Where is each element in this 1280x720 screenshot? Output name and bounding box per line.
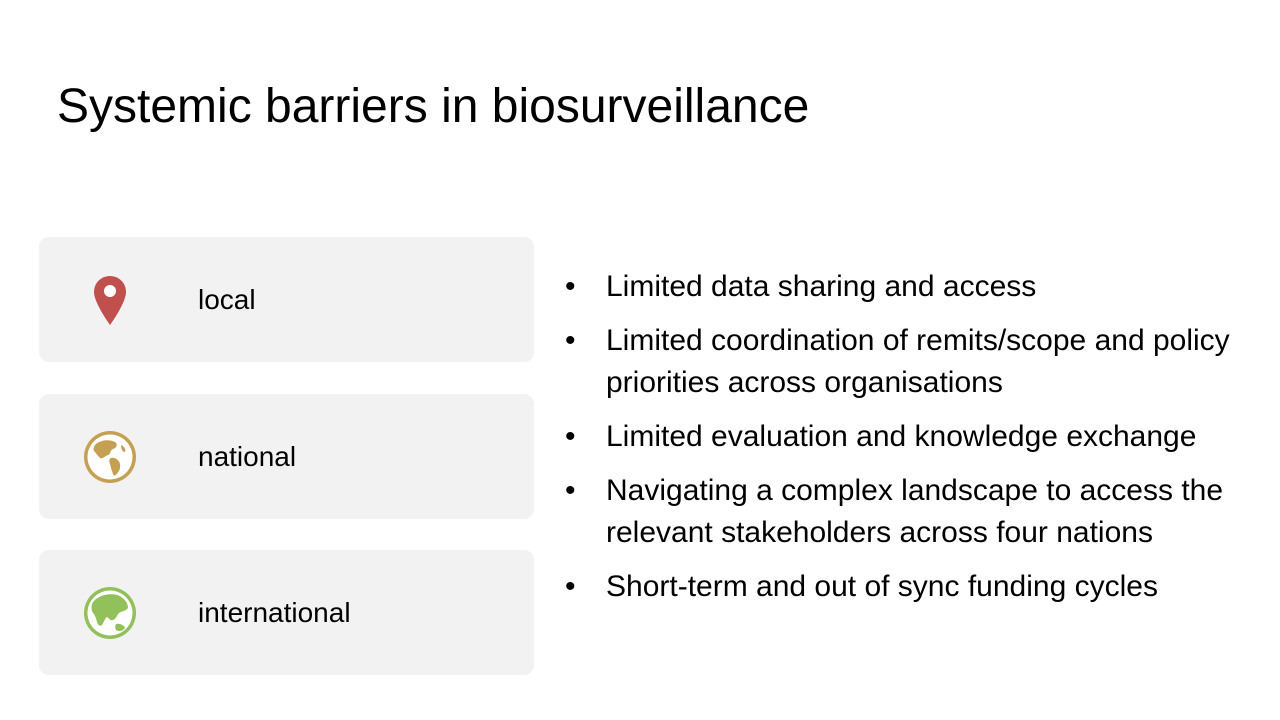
level-label: international — [198, 597, 351, 628]
level-label: local — [198, 284, 256, 315]
list-item — [563, 470, 1253, 554]
list-item-text: • Limited evaluation and knowledge exchange — [606, 420, 1197, 453]
list-item-text: • Limited data sharing and access — [606, 270, 1037, 303]
level-card-national — [39, 394, 534, 519]
globe-americas-icon — [81, 428, 139, 486]
level-card-international — [39, 550, 534, 675]
list-item — [563, 320, 1253, 404]
barriers-list — [563, 266, 1253, 620]
list-item — [563, 266, 1253, 308]
list-item-text: • Navigating a complex landscape to access the relevant stakeholders across four nations — [606, 474, 1224, 549]
list-item-text: • Short-term and out of sync funding cycles — [606, 570, 1158, 603]
slide-title: Systemic barriers in biosurveillance — [57, 80, 810, 133]
list-item-text: • Limited coordination of remits/scope and policy priorities across organisations — [606, 324, 1230, 399]
globe-asia-icon — [81, 584, 139, 642]
list-item — [563, 416, 1253, 458]
map-pin-icon — [81, 271, 139, 329]
list-item — [563, 566, 1253, 608]
level-card-local — [39, 237, 534, 362]
level-label: national — [198, 441, 297, 472]
